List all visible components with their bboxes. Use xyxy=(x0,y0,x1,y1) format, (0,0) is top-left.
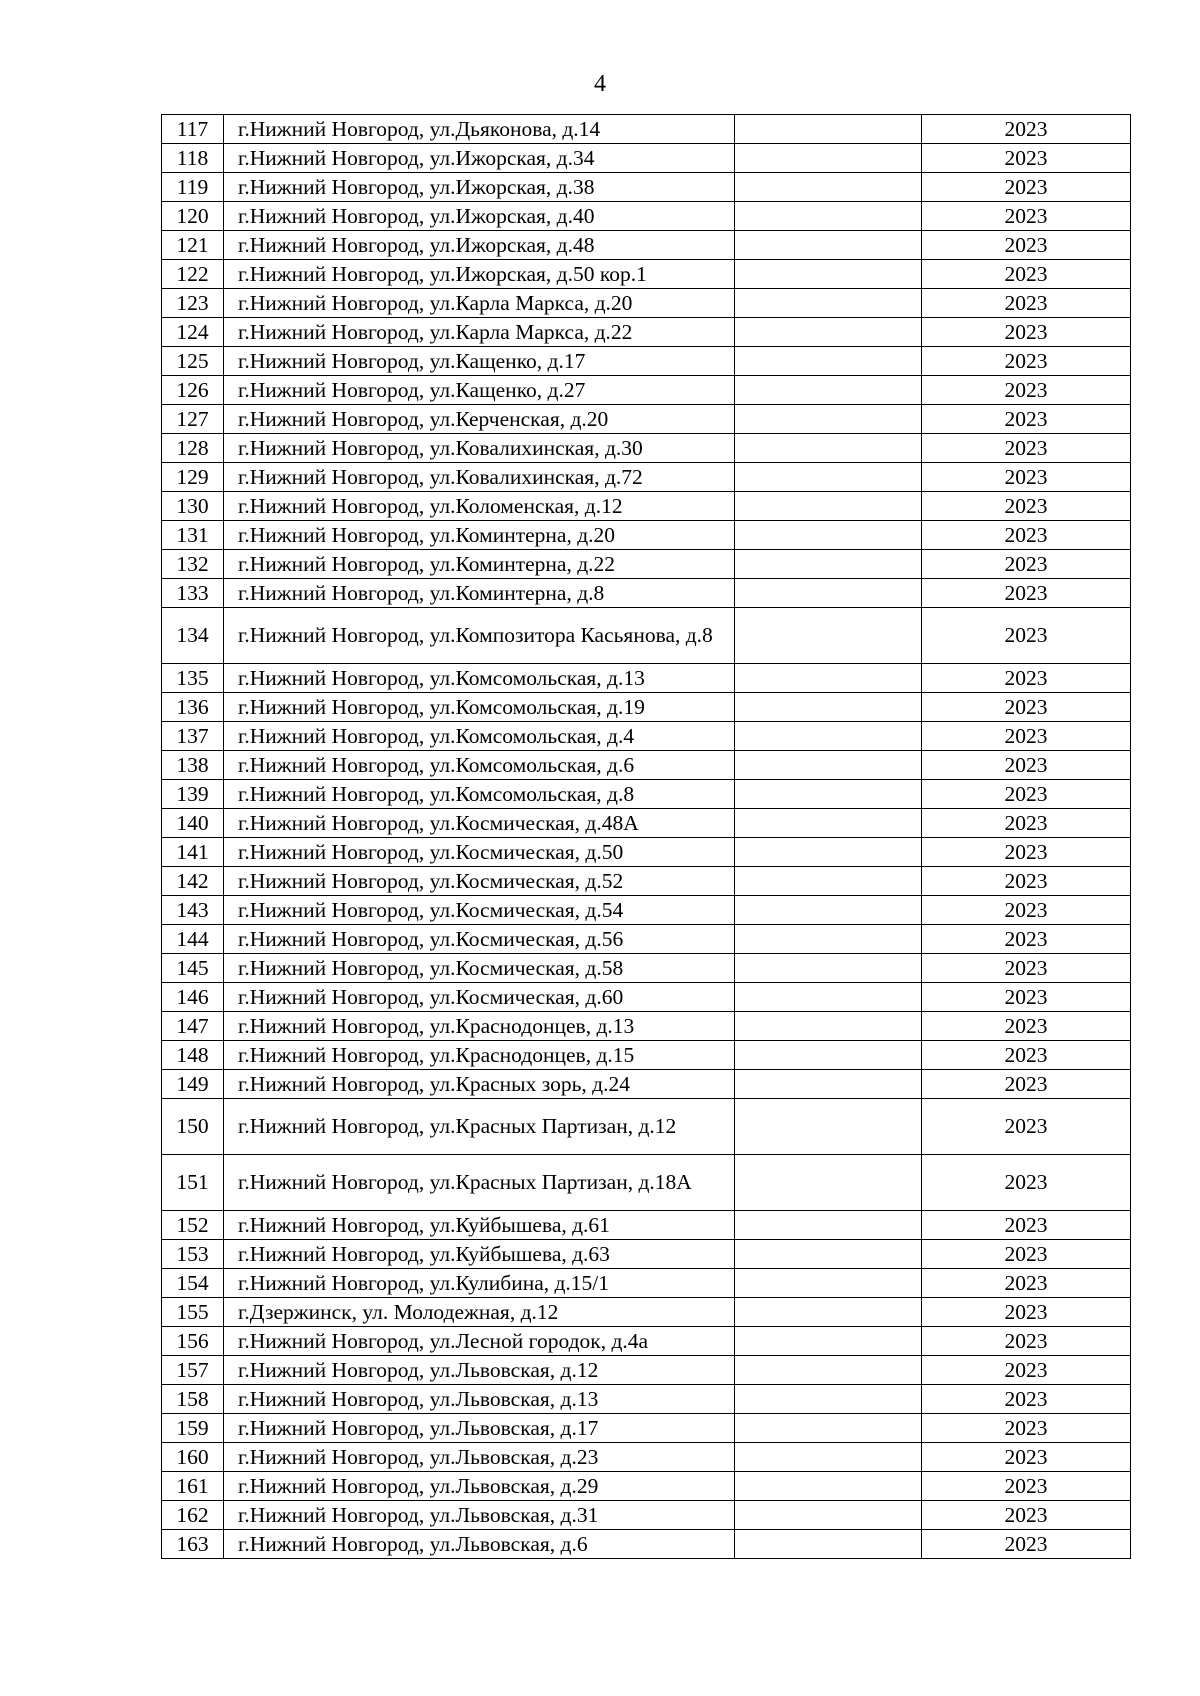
empty-cell xyxy=(735,521,922,550)
address-cell: г.Нижний Новгород, ул.Краснодонцев, д.15 xyxy=(224,1041,735,1070)
row-number-cell: 147 xyxy=(162,1012,224,1041)
address-cell: г.Нижний Новгород, ул.Коломенская, д.12 xyxy=(224,492,735,521)
year-cell: 2023 xyxy=(922,1530,1131,1559)
address-cell: г.Нижний Новгород, ул.Ковалихинская, д.72 xyxy=(224,463,735,492)
address-cell: г.Нижний Новгород, ул.Красных зорь, д.24 xyxy=(224,1070,735,1099)
row-number-cell: 145 xyxy=(162,954,224,983)
year-cell: 2023 xyxy=(922,318,1131,347)
empty-cell xyxy=(735,1041,922,1070)
year-cell: 2023 xyxy=(922,1041,1131,1070)
empty-cell xyxy=(735,231,922,260)
year-cell: 2023 xyxy=(922,1155,1131,1211)
address-cell: г.Нижний Новгород, ул.Львовская, д.12 xyxy=(224,1356,735,1385)
table-row xyxy=(162,1501,1131,1530)
table-row xyxy=(162,1327,1131,1356)
address-cell: г.Нижний Новгород, ул.Карла Маркса, д.20 xyxy=(224,289,735,318)
address-cell: г.Нижний Новгород, ул.Ижорская, д.48 xyxy=(224,231,735,260)
row-number-cell: 142 xyxy=(162,867,224,896)
table-row xyxy=(162,608,1131,664)
row-number-cell: 129 xyxy=(162,463,224,492)
year-cell: 2023 xyxy=(922,173,1131,202)
address-table-body xyxy=(162,115,1131,1559)
address-cell: г.Нижний Новгород, ул.Космическая, д.54 xyxy=(224,896,735,925)
empty-cell xyxy=(735,608,922,664)
empty-cell xyxy=(735,492,922,521)
table-row xyxy=(162,550,1131,579)
year-cell: 2023 xyxy=(922,289,1131,318)
empty-cell xyxy=(735,1155,922,1211)
year-cell: 2023 xyxy=(922,1240,1131,1269)
year-cell: 2023 xyxy=(922,376,1131,405)
table-row xyxy=(162,463,1131,492)
address-cell: г.Нижний Новгород, ул.Дьяконова, д.14 xyxy=(224,115,735,144)
empty-cell xyxy=(735,809,922,838)
empty-cell xyxy=(735,1269,922,1298)
year-cell: 2023 xyxy=(922,1298,1131,1327)
row-number-cell: 118 xyxy=(162,144,224,173)
row-number-cell: 152 xyxy=(162,1211,224,1240)
year-cell: 2023 xyxy=(922,521,1131,550)
row-number-cell: 150 xyxy=(162,1099,224,1155)
address-cell: г.Дзержинск, ул. Молодежная, д.12 xyxy=(224,1298,735,1327)
address-cell: г.Нижний Новгород, ул.Космическая, д.48А xyxy=(224,809,735,838)
table-row xyxy=(162,1530,1131,1559)
row-number-cell: 135 xyxy=(162,664,224,693)
empty-cell xyxy=(735,1211,922,1240)
address-cell: г.Нижний Новгород, ул.Краснодонцев, д.13 xyxy=(224,1012,735,1041)
address-cell: г.Нижний Новгород, ул.Космическая, д.58 xyxy=(224,954,735,983)
address-cell: г.Нижний Новгород, ул.Коминтерна, д.20 xyxy=(224,521,735,550)
address-table xyxy=(161,114,1131,1559)
address-cell: г.Нижний Новгород, ул.Космическая, д.56 xyxy=(224,925,735,954)
row-number-cell: 124 xyxy=(162,318,224,347)
year-cell: 2023 xyxy=(922,1269,1131,1298)
address-cell: г.Нижний Новгород, ул.Комсомольская, д.6 xyxy=(224,751,735,780)
address-cell: г.Нижний Новгород, ул.Куйбышева, д.63 xyxy=(224,1240,735,1269)
address-cell: г.Нижний Новгород, ул.Композитора Касьянова, д.8 xyxy=(224,608,735,664)
address-cell: г.Нижний Новгород, ул.Карла Маркса, д.22 xyxy=(224,318,735,347)
row-number-cell: 144 xyxy=(162,925,224,954)
table-row xyxy=(162,173,1131,202)
empty-cell xyxy=(735,722,922,751)
row-number-cell: 123 xyxy=(162,289,224,318)
table-row xyxy=(162,838,1131,867)
table-row xyxy=(162,521,1131,550)
year-cell: 2023 xyxy=(922,434,1131,463)
year-cell: 2023 xyxy=(922,1501,1131,1530)
row-number-cell: 139 xyxy=(162,780,224,809)
row-number-cell: 149 xyxy=(162,1070,224,1099)
row-number-cell: 128 xyxy=(162,434,224,463)
table-row xyxy=(162,925,1131,954)
empty-cell xyxy=(735,434,922,463)
year-cell: 2023 xyxy=(922,347,1131,376)
year-cell: 2023 xyxy=(922,550,1131,579)
empty-cell xyxy=(735,1414,922,1443)
year-cell: 2023 xyxy=(922,1356,1131,1385)
empty-cell xyxy=(735,289,922,318)
empty-cell xyxy=(735,463,922,492)
year-cell: 2023 xyxy=(922,664,1131,693)
empty-cell xyxy=(735,318,922,347)
table-row xyxy=(162,318,1131,347)
year-cell: 2023 xyxy=(922,579,1131,608)
row-number-cell: 133 xyxy=(162,579,224,608)
table-row xyxy=(162,1414,1131,1443)
row-number-cell: 156 xyxy=(162,1327,224,1356)
row-number-cell: 125 xyxy=(162,347,224,376)
empty-cell xyxy=(735,693,922,722)
table-row xyxy=(162,260,1131,289)
empty-cell xyxy=(735,983,922,1012)
table-row xyxy=(162,347,1131,376)
address-cell: г.Нижний Новгород, ул.Ковалихинская, д.30 xyxy=(224,434,735,463)
row-number-cell: 122 xyxy=(162,260,224,289)
table-row xyxy=(162,954,1131,983)
empty-cell xyxy=(735,896,922,925)
empty-cell xyxy=(735,925,922,954)
row-number-cell: 127 xyxy=(162,405,224,434)
row-number-cell: 158 xyxy=(162,1385,224,1414)
address-cell: г.Нижний Новгород, ул.Львовская, д.23 xyxy=(224,1443,735,1472)
address-cell: г.Нижний Новгород, ул.Львовская, д.31 xyxy=(224,1501,735,1530)
table-row xyxy=(162,1472,1131,1501)
page-number: 4 xyxy=(594,71,606,97)
row-number-cell: 159 xyxy=(162,1414,224,1443)
address-cell: г.Нижний Новгород, ул.Львовская, д.6 xyxy=(224,1530,735,1559)
address-cell: г.Нижний Новгород, ул.Львовская, д.13 xyxy=(224,1385,735,1414)
row-number-cell: 134 xyxy=(162,608,224,664)
year-cell: 2023 xyxy=(922,809,1131,838)
empty-cell xyxy=(735,173,922,202)
row-number-cell: 121 xyxy=(162,231,224,260)
table-row xyxy=(162,1070,1131,1099)
table-row xyxy=(162,896,1131,925)
row-number-cell: 160 xyxy=(162,1443,224,1472)
table-row xyxy=(162,1298,1131,1327)
table-row xyxy=(162,1240,1131,1269)
table-row xyxy=(162,1211,1131,1240)
table-row xyxy=(162,376,1131,405)
table-row xyxy=(162,780,1131,809)
year-cell: 2023 xyxy=(922,1414,1131,1443)
address-cell: г.Нижний Новгород, ул.Коминтерна, д.22 xyxy=(224,550,735,579)
table-row xyxy=(162,1099,1131,1155)
row-number-cell: 157 xyxy=(162,1356,224,1385)
address-cell: г.Нижний Новгород, ул.Космическая, д.50 xyxy=(224,838,735,867)
address-cell: г.Нижний Новгород, ул.Кулибина, д.15/1 xyxy=(224,1269,735,1298)
row-number-cell: 140 xyxy=(162,809,224,838)
empty-cell xyxy=(735,1070,922,1099)
row-number-cell: 163 xyxy=(162,1530,224,1559)
address-cell: г.Нижний Новгород, ул.Ижорская, д.38 xyxy=(224,173,735,202)
table-row xyxy=(162,693,1131,722)
address-cell: г.Нижний Новгород, ул.Комсомольская, д.19 xyxy=(224,693,735,722)
table-row xyxy=(162,1443,1131,1472)
address-cell: г.Нижний Новгород, ул.Комсомольская, д.8 xyxy=(224,780,735,809)
address-cell: г.Нижний Новгород, ул.Ижорская, д.40 xyxy=(224,202,735,231)
empty-cell xyxy=(735,1099,922,1155)
table-row xyxy=(162,809,1131,838)
row-number-cell: 136 xyxy=(162,693,224,722)
row-number-cell: 119 xyxy=(162,173,224,202)
year-cell: 2023 xyxy=(922,1012,1131,1041)
row-number-cell: 137 xyxy=(162,722,224,751)
table-row xyxy=(162,579,1131,608)
year-cell: 2023 xyxy=(922,751,1131,780)
address-cell: г.Нижний Новгород, ул.Комсомольская, д.13 xyxy=(224,664,735,693)
empty-cell xyxy=(735,1501,922,1530)
year-cell: 2023 xyxy=(922,1070,1131,1099)
year-cell: 2023 xyxy=(922,1385,1131,1414)
empty-cell xyxy=(735,347,922,376)
table-row xyxy=(162,1356,1131,1385)
year-cell: 2023 xyxy=(922,608,1131,664)
row-number-cell: 148 xyxy=(162,1041,224,1070)
row-number-cell: 155 xyxy=(162,1298,224,1327)
row-number-cell: 143 xyxy=(162,896,224,925)
empty-cell xyxy=(735,115,922,144)
year-cell: 2023 xyxy=(922,492,1131,521)
address-cell: г.Нижний Новгород, ул.Красных Партизан, д.18А xyxy=(224,1155,735,1211)
empty-cell xyxy=(735,260,922,289)
address-cell: г.Нижний Новгород, ул.Кащенко, д.27 xyxy=(224,376,735,405)
table-row xyxy=(162,405,1131,434)
empty-cell xyxy=(735,405,922,434)
year-cell: 2023 xyxy=(922,722,1131,751)
empty-cell xyxy=(735,1012,922,1041)
address-cell: г.Нижний Новгород, ул.Комсомольская, д.4 xyxy=(224,722,735,751)
table-row xyxy=(162,144,1131,173)
table-row xyxy=(162,231,1131,260)
address-cell: г.Нижний Новгород, ул.Куйбышева, д.61 xyxy=(224,1211,735,1240)
table-row xyxy=(162,867,1131,896)
empty-cell xyxy=(735,1327,922,1356)
address-cell: г.Нижний Новгород, ул.Ижорская, д.50 кор.1 xyxy=(224,260,735,289)
empty-cell xyxy=(735,579,922,608)
empty-cell xyxy=(735,780,922,809)
empty-cell xyxy=(735,550,922,579)
year-cell: 2023 xyxy=(922,693,1131,722)
year-cell: 2023 xyxy=(922,954,1131,983)
address-cell: г.Нижний Новгород, ул.Космическая, д.60 xyxy=(224,983,735,1012)
empty-cell xyxy=(735,954,922,983)
table-row xyxy=(162,434,1131,463)
empty-cell xyxy=(735,664,922,693)
row-number-cell: 132 xyxy=(162,550,224,579)
row-number-cell: 151 xyxy=(162,1155,224,1211)
table-row xyxy=(162,983,1131,1012)
table-row xyxy=(162,751,1131,780)
address-cell: г.Нижний Новгород, ул.Керченская, д.20 xyxy=(224,405,735,434)
year-cell: 2023 xyxy=(922,780,1131,809)
row-number-cell: 146 xyxy=(162,983,224,1012)
table-row xyxy=(162,722,1131,751)
table-row xyxy=(162,1269,1131,1298)
year-cell: 2023 xyxy=(922,144,1131,173)
year-cell: 2023 xyxy=(922,115,1131,144)
year-cell: 2023 xyxy=(922,1472,1131,1501)
year-cell: 2023 xyxy=(922,405,1131,434)
empty-cell xyxy=(735,202,922,231)
address-cell: г.Нижний Новгород, ул.Львовская, д.29 xyxy=(224,1472,735,1501)
row-number-cell: 117 xyxy=(162,115,224,144)
year-cell: 2023 xyxy=(922,231,1131,260)
year-cell: 2023 xyxy=(922,838,1131,867)
address-cell: г.Нижний Новгород, ул.Космическая, д.52 xyxy=(224,867,735,896)
empty-cell xyxy=(735,1356,922,1385)
empty-cell xyxy=(735,867,922,896)
address-cell: г.Нижний Новгород, ул.Красных Партизан, д.12 xyxy=(224,1099,735,1155)
year-cell: 2023 xyxy=(922,1327,1131,1356)
row-number-cell: 138 xyxy=(162,751,224,780)
empty-cell xyxy=(735,1240,922,1269)
row-number-cell: 153 xyxy=(162,1240,224,1269)
table-row xyxy=(162,202,1131,231)
empty-cell xyxy=(735,1298,922,1327)
year-cell: 2023 xyxy=(922,1099,1131,1155)
empty-cell xyxy=(735,1443,922,1472)
row-number-cell: 154 xyxy=(162,1269,224,1298)
year-cell: 2023 xyxy=(922,867,1131,896)
row-number-cell: 126 xyxy=(162,376,224,405)
empty-cell xyxy=(735,144,922,173)
table-row xyxy=(162,115,1131,144)
year-cell: 2023 xyxy=(922,1211,1131,1240)
year-cell: 2023 xyxy=(922,202,1131,231)
row-number-cell: 131 xyxy=(162,521,224,550)
table-row xyxy=(162,1155,1131,1211)
address-cell: г.Нижний Новгород, ул.Ижорская, д.34 xyxy=(224,144,735,173)
row-number-cell: 130 xyxy=(162,492,224,521)
address-cell: г.Нижний Новгород, ул.Кащенко, д.17 xyxy=(224,347,735,376)
year-cell: 2023 xyxy=(922,925,1131,954)
address-cell: г.Нижний Новгород, ул.Коминтерна, д.8 xyxy=(224,579,735,608)
address-cell: г.Нижний Новгород, ул.Львовская, д.17 xyxy=(224,1414,735,1443)
empty-cell xyxy=(735,376,922,405)
table-row xyxy=(162,492,1131,521)
row-number-cell: 120 xyxy=(162,202,224,231)
table-row xyxy=(162,1385,1131,1414)
year-cell: 2023 xyxy=(922,260,1131,289)
year-cell: 2023 xyxy=(922,1443,1131,1472)
table-row xyxy=(162,1012,1131,1041)
empty-cell xyxy=(735,1530,922,1559)
row-number-cell: 162 xyxy=(162,1501,224,1530)
empty-cell xyxy=(735,751,922,780)
year-cell: 2023 xyxy=(922,463,1131,492)
address-cell: г.Нижний Новгород, ул.Лесной городок, д.4а xyxy=(224,1327,735,1356)
table-row xyxy=(162,664,1131,693)
empty-cell xyxy=(735,1472,922,1501)
year-cell: 2023 xyxy=(922,896,1131,925)
empty-cell xyxy=(735,838,922,867)
table-row xyxy=(162,289,1131,318)
year-cell: 2023 xyxy=(922,983,1131,1012)
table-row xyxy=(162,1041,1131,1070)
row-number-cell: 141 xyxy=(162,838,224,867)
row-number-cell: 161 xyxy=(162,1472,224,1501)
empty-cell xyxy=(735,1385,922,1414)
